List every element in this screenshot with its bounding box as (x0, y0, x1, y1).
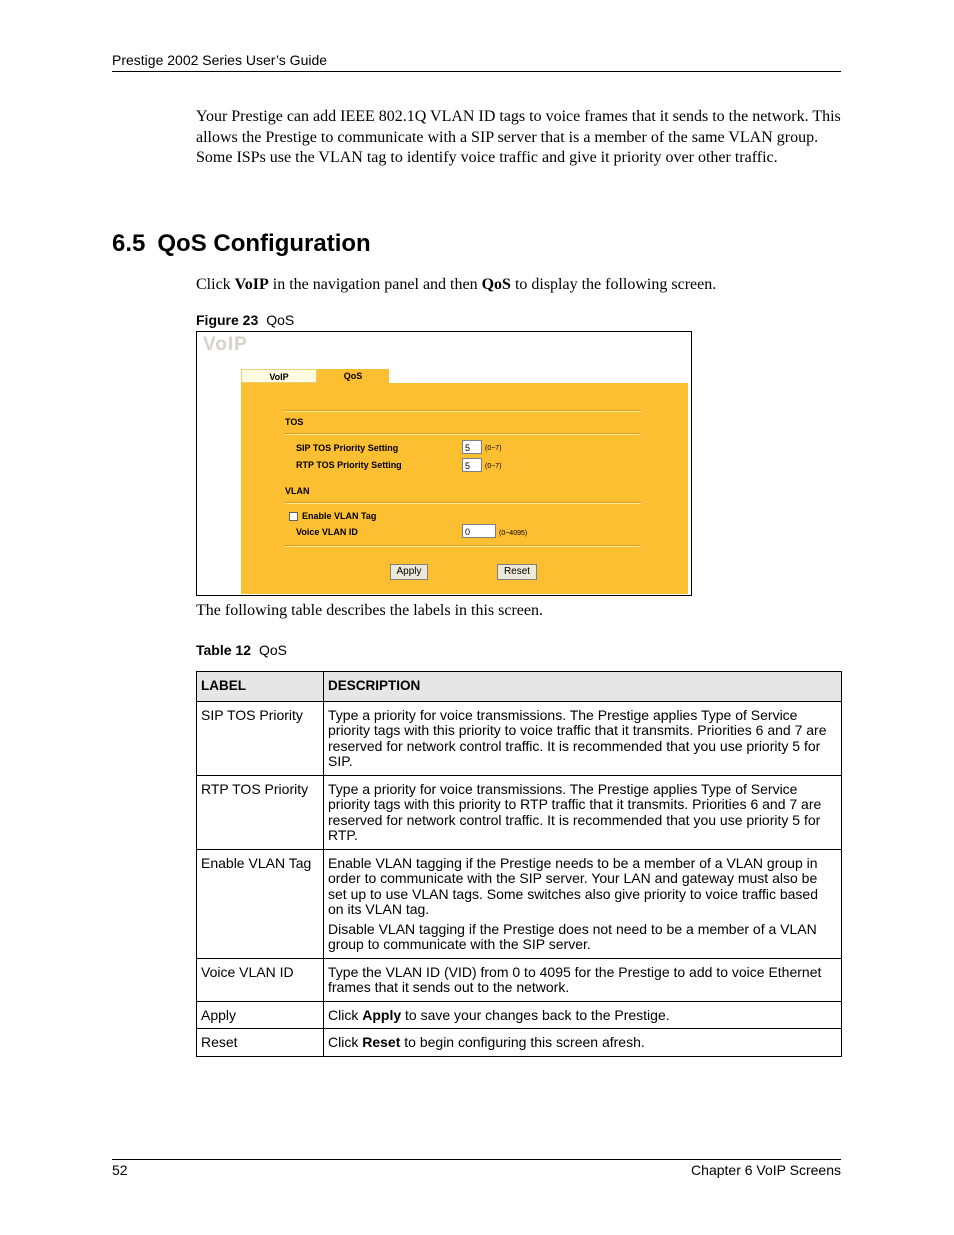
instruction-bold-qos: QoS (481, 276, 511, 293)
description-text: Click (328, 1006, 363, 1023)
figure-caption (196, 312, 294, 328)
voice-vlan-range: (0~4095) (499, 530, 528, 537)
table-header-row (197, 672, 842, 702)
divider (285, 433, 641, 435)
section-heading (112, 230, 371, 258)
page-number: 52 (112, 1162, 128, 1178)
row-label: Apply (197, 1001, 324, 1029)
row-label: RTP TOS Priority (197, 775, 324, 849)
table-caption (196, 642, 287, 658)
header-divider (112, 71, 841, 72)
instruction-bold-voip: VoIP (234, 276, 269, 293)
enable-vlan-checkbox[interactable] (289, 512, 298, 521)
qos-panel (241, 383, 688, 594)
divider (285, 410, 641, 412)
rtp-tos-label: RTP TOS Priority Setting (296, 460, 402, 470)
column-header-description: DESCRIPTION (324, 672, 842, 702)
sip-tos-range: (0~7) (485, 445, 502, 452)
row-label: Voice VLAN ID (197, 958, 324, 1001)
table-row (197, 775, 842, 849)
description-text: to save your changes back to the Prestige. (401, 1006, 670, 1023)
table-row (197, 958, 842, 1001)
intro-paragraph: Your Prestige can add IEEE 802.1Q VLAN ID tags to voice frames that it sends to the network. This allows the Prestige to communicate with a SIP server that is a member of the same VLAN group. Some ISPs use the VLAN tag to identify voice traffic and give it priority over other traffic. (196, 108, 841, 166)
voip-logo: VoIP (203, 334, 248, 355)
description-paragraph: Disable VLAN tagging if the Prestige does not need to be a member of a VLAN group to communicate with the SIP server. (328, 920, 817, 952)
row-description (324, 849, 842, 958)
row-description: Type a priority for voice transmissions. The Prestige applies Type of Service priority tags with this priority to RTP traffic that it transmits. Priorities 6 and 7 are reserved for network control traffic. It is recommended that you use priority 5 for RTP. (324, 775, 842, 849)
row-description (324, 1001, 842, 1029)
row-label: Reset (197, 1029, 324, 1057)
enable-vlan-label: Enable VLAN Tag (302, 511, 377, 521)
running-header: Prestige 2002 Series User’s Guide (112, 52, 328, 68)
instruction-text: in the navigation panel and then (268, 276, 482, 293)
figure-caption-text: QoS (266, 312, 295, 328)
sip-tos-label: SIP TOS Priority Setting (296, 443, 399, 453)
description-paragraph: Enable VLAN tagging if the Prestige needs to be a member of a VLAN group in order to communicate with the SIP server. Your LAN and gateway must also be set up to use VLAN tags. Some switches also give priority to voice traffic based on its VLAN tag. (328, 854, 818, 917)
description-text: to begin configuring this screen afresh. (400, 1034, 645, 1050)
tab-qos[interactable]: QoS (317, 369, 389, 383)
vlan-heading: VLAN (285, 486, 310, 496)
description-bold: Apply (362, 1006, 402, 1023)
qos-screenshot-figure (196, 331, 692, 596)
sip-tos-input[interactable]: 5 (462, 440, 482, 454)
table-row (197, 1001, 842, 1029)
divider (285, 545, 641, 547)
rtp-tos-range: (0~7) (485, 463, 502, 470)
qos-labels-table (196, 671, 842, 1057)
instruction-paragraph (196, 276, 716, 294)
row-description (324, 1029, 842, 1057)
table-caption-text: QoS (259, 642, 288, 658)
divider (285, 502, 641, 504)
voice-vlan-input[interactable]: 0 (462, 524, 496, 538)
section-title: QoS Configuration (157, 230, 371, 257)
instruction-text: Click (196, 276, 235, 293)
chapter-label: Chapter 6 VoIP Screens (691, 1162, 841, 1178)
tos-heading: TOS (285, 417, 304, 427)
column-header-label: LABEL (197, 672, 324, 702)
table-row (197, 701, 842, 775)
apply-button[interactable]: Apply (390, 564, 428, 580)
table-caption-label: Table 12 (196, 642, 251, 658)
table-row (197, 849, 842, 958)
row-description: Type the VLAN ID (VID) from 0 to 4095 for the Prestige to add to voice Ethernet frames that it sends out to the network. (324, 958, 842, 1001)
section-number: 6.5 (112, 230, 146, 257)
figure-caption-label: Figure 23 (196, 312, 259, 328)
footer-divider (112, 1159, 841, 1160)
table-intro: The following table describes the labels in this screen. (196, 602, 544, 619)
table-row (197, 1029, 842, 1057)
rtp-tos-input[interactable]: 5 (462, 458, 482, 472)
tab-voip[interactable]: VoIP (241, 369, 317, 383)
description-text: Click (328, 1034, 363, 1050)
reset-button[interactable]: Reset (497, 564, 537, 580)
row-description: Type a priority for voice transmissions. The Prestige applies Type of Service priority tags with this priority to voice traffic that it transmits. Priorities 6 and 7 are reserved for network control traffic. It is recommended that you use priority 5 for SIP. (324, 701, 842, 775)
instruction-text: to display the following screen. (510, 276, 717, 293)
row-label: SIP TOS Priority (197, 701, 324, 775)
voice-vlan-label: Voice VLAN ID (296, 527, 358, 537)
row-label: Enable VLAN Tag (197, 849, 324, 958)
description-bold: Reset (362, 1034, 401, 1050)
